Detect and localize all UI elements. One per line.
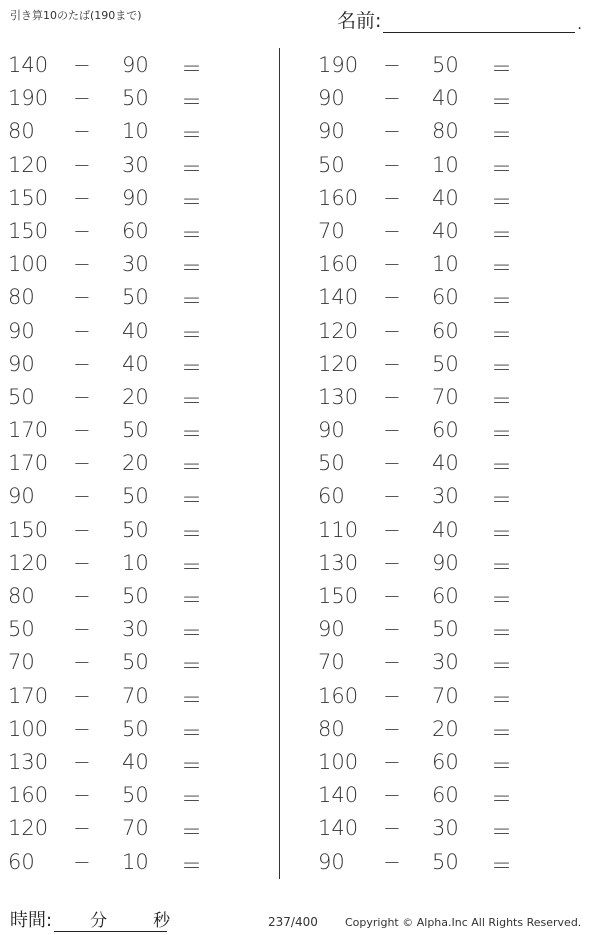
subtrahend: 40	[122, 749, 149, 774]
equals-sign: ＝	[181, 222, 202, 247]
minus-sign: −	[73, 517, 91, 542]
equals-sign: ＝	[181, 322, 202, 347]
subtrahend: 20	[122, 451, 149, 476]
subtrahend: 90	[122, 185, 149, 210]
subtrahend: 40	[432, 86, 459, 111]
minus-sign: −	[383, 550, 401, 575]
problem-row	[310, 247, 590, 280]
equals-sign: ＝	[491, 720, 512, 745]
minus-sign: −	[73, 185, 91, 210]
equals-sign: ＝	[491, 521, 512, 546]
problem-row	[0, 380, 280, 413]
minuend: 130	[8, 749, 49, 774]
equals-sign: ＝	[181, 654, 202, 679]
subtrahend: 20	[432, 716, 459, 741]
problem-row	[310, 81, 590, 114]
copyright-notice: Copyright © Alpha.Inc All Rights Reserved.	[345, 916, 582, 929]
equals-sign: ＝	[491, 189, 512, 214]
equals-sign: ＝	[181, 787, 202, 812]
name-input-line[interactable]	[383, 12, 575, 33]
minuend: 70	[8, 650, 35, 675]
problem-row	[0, 48, 280, 81]
problem-row	[310, 845, 590, 878]
subtrahend: 30	[122, 252, 149, 277]
minus-sign: −	[383, 617, 401, 642]
minuend: 120	[8, 550, 49, 575]
problem-row	[310, 712, 590, 745]
problem-row	[310, 679, 590, 712]
worksheet-title: 引き算10のたば(190まで)	[10, 9, 142, 22]
equals-sign: ＝	[181, 123, 202, 148]
minus-sign: −	[73, 53, 91, 77]
subtrahend: 70	[432, 384, 459, 409]
seconds-label: 秒	[153, 911, 171, 931]
minus-sign: −	[383, 86, 401, 111]
equals-sign: ＝	[491, 57, 512, 81]
problem-row	[0, 446, 280, 479]
equals-sign: ＝	[181, 90, 202, 115]
problem-row	[310, 413, 590, 446]
minuend: 90	[318, 849, 345, 874]
minuend: 50	[8, 617, 35, 642]
problem-row	[310, 314, 590, 347]
subtrahend: 50	[122, 86, 149, 111]
minuend: 60	[318, 484, 345, 509]
equals-sign: ＝	[491, 753, 512, 778]
minuend: 110	[318, 517, 359, 542]
minutes-label: 分	[90, 911, 108, 931]
equals-sign: ＝	[491, 853, 512, 878]
minuend: 120	[8, 816, 49, 841]
problem-row	[0, 347, 280, 380]
minus-sign: −	[383, 517, 401, 542]
equals-sign: ＝	[491, 123, 512, 148]
minuend: 140	[318, 783, 359, 808]
minuend: 80	[318, 716, 345, 741]
minus-sign: −	[73, 318, 91, 343]
problem-row	[310, 745, 590, 778]
name-label: 名前:	[337, 10, 382, 32]
minus-sign: −	[73, 484, 91, 509]
minuend: 50	[318, 152, 345, 177]
minuend: 100	[8, 252, 49, 277]
minuend: 120	[318, 351, 359, 376]
equals-sign: ＝	[491, 355, 512, 380]
minuend: 170	[8, 451, 49, 476]
minuend: 60	[8, 849, 35, 874]
subtrahend: 50	[122, 584, 149, 608]
minus-sign: −	[383, 351, 401, 376]
minus-sign: −	[73, 584, 91, 608]
problem-row	[0, 778, 280, 811]
equals-sign: ＝	[491, 90, 512, 115]
minus-sign: −	[383, 584, 401, 608]
minus-sign: −	[73, 285, 91, 310]
equals-sign: ＝	[491, 156, 512, 181]
subtrahend: 30	[432, 650, 459, 675]
problem-row	[310, 446, 590, 479]
subtrahend: 50	[432, 53, 459, 77]
subtrahend: 60	[432, 584, 459, 608]
equals-sign: ＝	[181, 488, 202, 513]
minus-sign: −	[383, 285, 401, 310]
minuend: 80	[8, 584, 35, 608]
subtrahend: 50	[432, 849, 459, 874]
minuend: 100	[8, 716, 49, 741]
minuend: 70	[318, 650, 345, 675]
problem-row	[0, 645, 280, 678]
problem-row	[0, 280, 280, 313]
subtrahend: 10	[122, 849, 149, 874]
subtrahend: 60	[432, 318, 459, 343]
problem-row	[0, 811, 280, 844]
subtrahend: 30	[122, 152, 149, 177]
minus-sign: −	[383, 716, 401, 741]
minuend: 160	[8, 783, 49, 808]
problem-row	[310, 148, 590, 181]
problem-row	[310, 347, 590, 380]
minuend: 70	[318, 218, 345, 243]
minus-sign: −	[73, 351, 91, 376]
equals-sign: ＝	[491, 554, 512, 579]
subtrahend: 70	[432, 683, 459, 708]
problem-row	[0, 181, 280, 214]
minus-sign: −	[73, 716, 91, 741]
minus-sign: −	[73, 617, 91, 642]
minuend: 190	[8, 86, 49, 111]
subtrahend: 10	[432, 152, 459, 177]
equals-sign: ＝	[181, 388, 202, 413]
minuend: 140	[318, 285, 359, 310]
subtrahend: 50	[122, 285, 149, 310]
minus-sign: −	[73, 86, 91, 111]
equals-sign: ＝	[491, 222, 512, 247]
problem-row	[0, 479, 280, 512]
minuend: 130	[318, 384, 359, 409]
subtrahend: 60	[122, 218, 149, 243]
minuend: 90	[318, 119, 345, 144]
minus-sign: −	[383, 119, 401, 144]
subtrahend: 50	[432, 351, 459, 376]
minus-sign: −	[383, 484, 401, 509]
name-line-end-dot: .	[577, 17, 582, 33]
minuend: 120	[318, 318, 359, 343]
minuend: 50	[318, 451, 345, 476]
problem-row	[0, 214, 280, 247]
equals-sign: ＝	[181, 289, 202, 314]
problem-row	[0, 314, 280, 347]
equals-sign: ＝	[491, 654, 512, 679]
problem-row	[310, 778, 590, 811]
problem-row	[310, 513, 590, 546]
problem-row	[310, 48, 590, 81]
subtrahend: 50	[432, 617, 459, 642]
minuend: 90	[318, 418, 345, 443]
problem-row	[0, 612, 280, 645]
subtrahend: 90	[122, 53, 149, 77]
minuend: 150	[318, 584, 359, 608]
minus-sign: −	[73, 683, 91, 708]
minus-sign: −	[383, 816, 401, 841]
problem-row	[310, 380, 590, 413]
subtrahend: 60	[432, 285, 459, 310]
minus-sign: −	[383, 185, 401, 210]
minus-sign: −	[73, 650, 91, 675]
equals-sign: ＝	[491, 422, 512, 447]
minuend: 190	[318, 53, 359, 77]
subtrahend: 80	[432, 119, 459, 144]
minus-sign: −	[73, 816, 91, 841]
equals-sign: ＝	[181, 521, 202, 546]
minus-sign: −	[73, 783, 91, 808]
equals-sign: ＝	[491, 621, 512, 646]
subtrahend: 60	[432, 418, 459, 443]
equals-sign: ＝	[491, 588, 512, 612]
equals-sign: ＝	[181, 455, 202, 480]
minus-sign: −	[73, 451, 91, 476]
problem-row	[0, 247, 280, 280]
problem-row	[310, 214, 590, 247]
equals-sign: ＝	[491, 322, 512, 347]
minus-sign: −	[73, 252, 91, 277]
problem-row	[310, 645, 590, 678]
minuend: 170	[8, 418, 49, 443]
minuend: 80	[8, 119, 35, 144]
problem-row	[0, 81, 280, 114]
equals-sign: ＝	[491, 687, 512, 712]
minus-sign: −	[383, 418, 401, 443]
minuend: 150	[8, 185, 49, 210]
problem-row	[0, 579, 280, 612]
name-field	[337, 6, 582, 33]
subtrahend: 30	[122, 617, 149, 642]
equals-sign: ＝	[181, 853, 202, 878]
minus-sign: −	[73, 550, 91, 575]
minus-sign: −	[383, 384, 401, 409]
time-label: 時間:	[10, 910, 53, 931]
problem-row	[0, 513, 280, 546]
equals-sign: ＝	[491, 455, 512, 480]
minus-sign: −	[383, 53, 401, 77]
problem-row	[310, 280, 590, 313]
minuend: 160	[318, 683, 359, 708]
minus-sign: −	[383, 849, 401, 874]
subtrahend: 30	[432, 816, 459, 841]
minuend: 140	[318, 816, 359, 841]
right-problem-column	[310, 48, 590, 878]
equals-sign: ＝	[491, 787, 512, 812]
problem-row	[310, 181, 590, 214]
problem-row	[0, 413, 280, 446]
problem-row	[310, 579, 590, 612]
problem-row	[310, 612, 590, 645]
minuend: 80	[8, 285, 35, 310]
equals-sign: ＝	[181, 820, 202, 845]
equals-sign: ＝	[181, 156, 202, 181]
problem-row	[310, 811, 590, 844]
column-divider	[279, 48, 280, 879]
problem-row	[310, 479, 590, 512]
subtrahend: 10	[122, 550, 149, 575]
subtrahend: 10	[432, 252, 459, 277]
left-problem-column	[0, 48, 280, 878]
minuend: 150	[8, 517, 49, 542]
equals-sign: ＝	[181, 720, 202, 745]
subtrahend: 70	[122, 683, 149, 708]
equals-sign: ＝	[181, 422, 202, 447]
minus-sign: −	[73, 418, 91, 443]
minuend: 120	[8, 152, 49, 177]
minus-sign: −	[383, 451, 401, 476]
subtrahend: 60	[432, 783, 459, 808]
minus-sign: −	[383, 252, 401, 277]
equals-sign: ＝	[491, 289, 512, 314]
subtrahend: 40	[432, 517, 459, 542]
minuend: 90	[318, 617, 345, 642]
minus-sign: −	[73, 384, 91, 409]
minus-sign: −	[383, 749, 401, 774]
problem-row	[0, 845, 280, 878]
equals-sign: ＝	[181, 621, 202, 646]
page-number: 237/400	[268, 915, 318, 929]
minuend: 150	[8, 218, 49, 243]
minuend: 160	[318, 185, 359, 210]
minus-sign: −	[383, 318, 401, 343]
subtrahend: 40	[432, 451, 459, 476]
minuend: 100	[318, 749, 359, 774]
subtrahend: 40	[122, 318, 149, 343]
minuend: 90	[8, 484, 35, 509]
subtrahend: 50	[122, 783, 149, 808]
equals-sign: ＝	[181, 687, 202, 712]
problem-row	[0, 745, 280, 778]
equals-sign: ＝	[491, 820, 512, 845]
time-input-line[interactable]	[54, 909, 171, 932]
equals-sign: ＝	[181, 189, 202, 214]
subtrahend: 50	[122, 484, 149, 509]
equals-sign: ＝	[181, 256, 202, 281]
subtrahend: 40	[432, 218, 459, 243]
problem-row	[0, 712, 280, 745]
equals-sign: ＝	[181, 554, 202, 579]
minus-sign: −	[73, 152, 91, 177]
problem-row	[310, 114, 590, 147]
equals-sign: ＝	[491, 388, 512, 413]
minuend: 170	[8, 683, 49, 708]
subtrahend: 20	[122, 384, 149, 409]
subtrahend: 30	[432, 484, 459, 509]
equals-sign: ＝	[181, 355, 202, 380]
minuend: 90	[318, 86, 345, 111]
subtrahend: 90	[432, 550, 459, 575]
problem-row	[0, 546, 280, 579]
equals-sign: ＝	[181, 753, 202, 778]
minus-sign: −	[383, 683, 401, 708]
minuend: 90	[8, 318, 35, 343]
subtrahend: 50	[122, 650, 149, 675]
equals-sign: ＝	[181, 588, 202, 612]
minuend: 140	[8, 53, 49, 77]
subtrahend: 50	[122, 716, 149, 741]
minus-sign: −	[383, 218, 401, 243]
subtrahend: 60	[432, 749, 459, 774]
minus-sign: −	[73, 749, 91, 774]
equals-sign: ＝	[491, 256, 512, 281]
minus-sign: −	[383, 783, 401, 808]
problem-row	[310, 546, 590, 579]
minus-sign: −	[73, 849, 91, 874]
subtrahend: 70	[122, 816, 149, 841]
minus-sign: −	[383, 650, 401, 675]
equals-sign: ＝	[491, 488, 512, 513]
subtrahend: 40	[122, 351, 149, 376]
minuend: 160	[318, 252, 359, 277]
minus-sign: −	[73, 218, 91, 243]
minuend: 50	[8, 384, 35, 409]
subtrahend: 40	[432, 185, 459, 210]
problem-row	[0, 679, 280, 712]
minus-sign: −	[383, 152, 401, 177]
equals-sign: ＝	[181, 57, 202, 81]
subtrahend: 50	[122, 517, 149, 542]
problem-row	[0, 114, 280, 147]
time-field	[10, 906, 171, 932]
minus-sign: −	[73, 119, 91, 144]
subtrahend: 10	[122, 119, 149, 144]
problem-row	[0, 148, 280, 181]
subtrahend: 50	[122, 418, 149, 443]
minuend: 130	[318, 550, 359, 575]
minuend: 90	[8, 351, 35, 376]
